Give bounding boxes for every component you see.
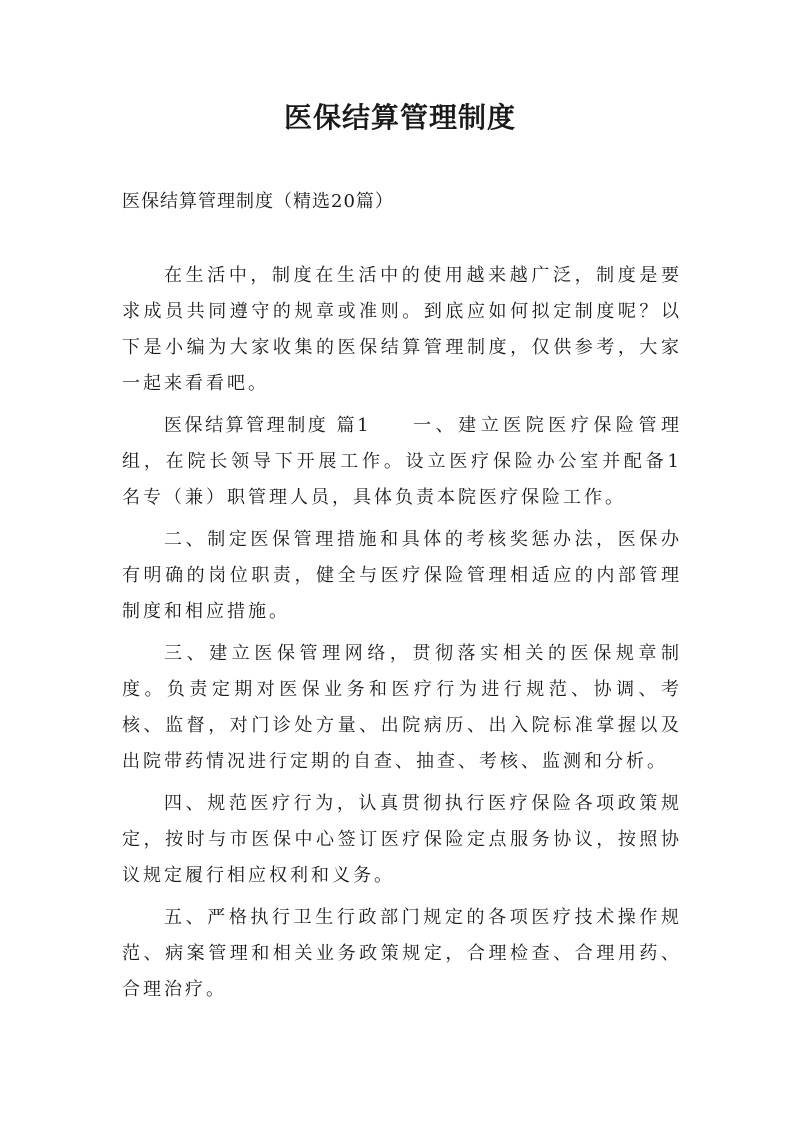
- document-title: 医保结算管理制度: [283, 101, 516, 134]
- paragraph-5: 五、严格执行卫生行政部门规定的各项医疗技术操作规范、病案管理和相关业务政策规定，合理检查、合理用药、合理治疗。: [122, 907, 682, 1000]
- paragraph-4: 四、规范医疗行为，认真贯彻执行医疗保险各项政策规定，按时与市医保中心签订医疗保险定点服务协议，按照协议规定履行相应权利和义务。: [122, 793, 682, 886]
- section-1-paragraph: [122, 408, 682, 516]
- intro-paragraph: 在生活中，制度在生活中的使用越来越广泛，制度是要求成员共同遵守的规章或准则。到底应如何拟定制度呢？以下是小编为大家收集的医保结算管理制度，仅供参考，大家一起来看看吧。: [122, 265, 682, 394]
- paragraph-3: 三、建立医保管理网络，贯彻落实相关的医保规章制度。负责定期对医保业务和医疗行为进行规范、协调、考核、监督，对门诊处方量、出院病历、出入院标准掌握以及出院带药情况进行定期的自查、抽查、考核、监测和分析。: [122, 643, 682, 772]
- paragraph-2: 二、制定医保管理措施和具体的考核奖惩办法，医保办有明确的岗位职责，健全与医疗保险管理相适应的内部管理制度和相应措施。: [122, 529, 682, 622]
- section-label: 医保结算管理制度 篇1: [164, 415, 370, 436]
- paragraph-1: 一、建立医院医疗保险管理组，在院长领导下开展工作。设立医疗保险办公室并配备1名专（兼）职管理人员，具体负责本院医疗保险工作。: [122, 415, 682, 508]
- document-subtitle: 医保结算管理制度（精选20篇）: [122, 191, 394, 212]
- document-body: [122, 258, 682, 1014]
